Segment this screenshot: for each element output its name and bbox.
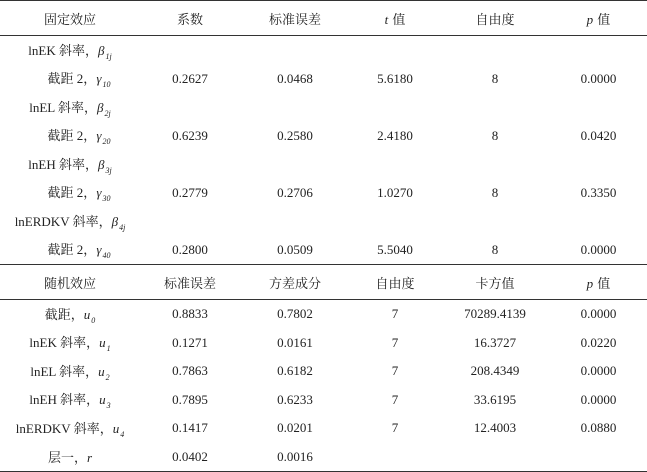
table-row [0,414,647,443]
row-label: lnERDKV 斜率，$\beta_{4j}$ [14,213,126,232]
cell-se: 0.0509 [277,241,313,257]
fixed-effects-header [0,1,647,36]
cell-chi: 33.6195 [473,391,517,407]
table-row [0,65,647,94]
row-label: lnERDKV 斜率，$u_4$ [15,420,125,439]
cell-df: 7 [391,391,399,407]
table-row [0,386,647,415]
cell-p: 0.0000 [580,70,617,86]
cell-t: 1.0270 [377,184,413,200]
cell-t: 5.5040 [377,241,413,257]
table-row [0,300,647,329]
cell-df: 8 [491,184,499,200]
table-row [0,207,647,236]
header-df: 自由度 [440,1,550,36]
cell-se: 0.0402 [140,443,240,472]
random-effects-header [0,265,647,300]
cell-se: 0.0468 [277,70,313,86]
table-row [0,150,647,179]
cell-chi: 208.4349 [470,363,520,379]
cell-se: 0.2706 [277,184,313,200]
cell-coef: 0.2627 [172,70,208,86]
table-row [0,36,647,65]
cell-var: 0.0016 [240,443,350,472]
cell-var: 0.6182 [277,363,313,379]
cell-df: 8 [491,241,499,257]
cell-var: 0.0161 [277,334,313,350]
cell-p: 0.0000 [580,363,617,379]
row-label: 截距 2，$\gamma_{20}$ [47,128,111,147]
cell-p: 0.0420 [580,127,617,143]
header-t-value: t 值 [350,1,440,36]
cell-p: 0.0000 [580,391,617,407]
cell-df: 8 [491,127,499,143]
cell-df: 8 [491,70,499,86]
table-row [0,357,647,386]
table-row [0,329,647,358]
row-label: lnEL 斜率，$\beta_{2j}$ [29,99,111,118]
cell-var: 0.6233 [277,391,313,407]
header-variance-component: 方差成分 [240,265,350,300]
cell-se: 0.1271 [172,334,208,350]
header-p-value: p 值 [550,265,647,300]
table-row [0,443,647,472]
header-fixed-effect: 固定效应 [0,1,140,36]
cell-t: 5.6180 [377,70,413,86]
cell-se: 0.7895 [172,391,208,407]
cell-df: 7 [391,363,399,379]
table-row [0,179,647,208]
cell-coef: 0.6239 [172,127,208,143]
table-row [0,122,647,151]
cell-var: 0.0201 [277,420,313,436]
header-chi-square: 卡方值 [440,265,550,300]
table-row [0,93,647,122]
cell-df: 7 [391,334,399,350]
row-label: 截距，$u_0$ [44,306,96,325]
cell-se: 0.2580 [277,127,313,143]
cell-p: 0.0000 [580,306,617,322]
cell-se: 0.1417 [172,420,208,436]
table-row [0,236,647,265]
header-std-error: 标准误差 [240,1,350,36]
cell-coef: 0.2800 [172,241,208,257]
cell-chi: 70289.4139 [464,306,526,322]
cell-chi: 12.4003 [473,420,517,436]
header-df: 自由度 [350,265,440,300]
header-coefficient: 系数 [140,1,240,36]
cell-coef: 0.2779 [172,184,208,200]
cell-p: 0.3350 [580,184,617,200]
cell-se: 0.7863 [172,363,208,379]
row-label: 截距 2，$\gamma_{10}$ [47,71,111,90]
cell-se: 0.8833 [172,306,208,322]
cell-p: 0.0880 [580,420,617,436]
row-label: 截距 2，$\gamma_{40}$ [47,242,111,261]
cell-p: 0.0000 [580,241,617,257]
row-label: 层一，r [0,443,140,472]
cell-df: 7 [391,306,399,322]
row-label: lnEK 斜率，$\beta_{1j}$ [28,42,112,61]
row-label: lnEH 斜率，$\beta_{3j}$ [28,156,112,175]
cell-t: 2.4180 [377,127,413,143]
header-p-value: p 值 [550,1,647,36]
row-label: lnEH 斜率，$u_3$ [29,392,111,411]
row-label: lnEL 斜率，$u_2$ [30,363,110,382]
cell-p: 0.0220 [580,334,617,350]
cell-var: 0.7802 [277,306,313,322]
row-label: 截距 2，$\gamma_{30}$ [47,185,111,204]
row-label: lnEK 斜率，$u_1$ [29,335,111,354]
header-random-effect: 随机效应 [0,265,140,300]
header-std-error: 标准误差 [140,265,240,300]
cell-chi: 16.3727 [473,334,517,350]
cell-df: 7 [391,420,399,436]
